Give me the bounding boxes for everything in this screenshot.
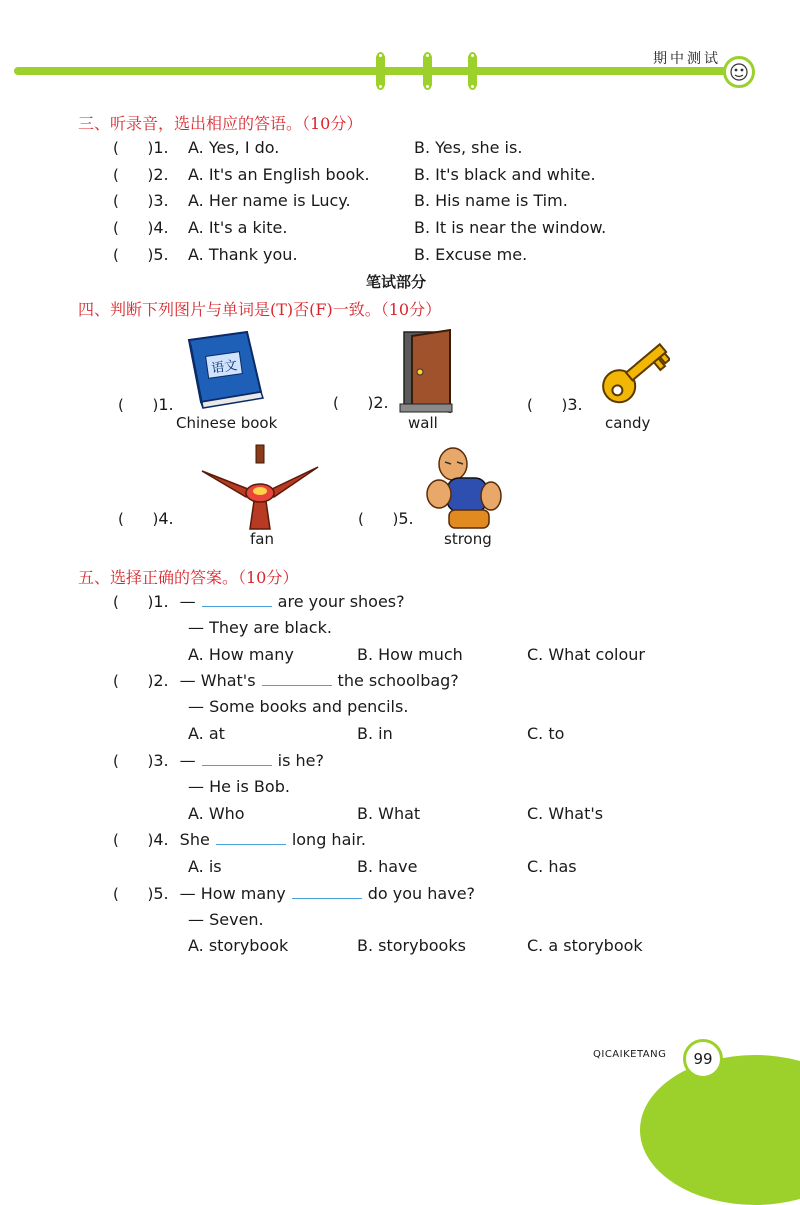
s5-option-c: C. has	[527, 857, 577, 876]
dash: —	[188, 697, 204, 716]
s3-item-4	[113, 218, 169, 237]
dash: —	[188, 777, 204, 796]
item-number: 1.	[153, 592, 169, 611]
answer-bracket[interactable]: ( )	[113, 885, 154, 903]
s5-q3-reply	[188, 777, 290, 796]
s4-item-3	[527, 395, 583, 414]
answer-bracket[interactable]: ( )	[113, 831, 154, 849]
s5-option-b: B. in	[357, 724, 393, 743]
answer-blank[interactable]	[202, 751, 272, 766]
answer-blank[interactable]	[262, 671, 332, 686]
answer-bracket[interactable]: ( )	[118, 510, 159, 528]
s3-option-a: A. Her name is Lucy.	[188, 191, 351, 210]
strong-man-picture	[423, 444, 505, 532]
s3-option-a: A. It's a kite.	[188, 218, 288, 237]
s3-item-1	[113, 138, 169, 157]
chinese-book-picture	[185, 330, 267, 412]
item-number: 4.	[153, 830, 169, 849]
s5-option-c: C. What colour	[527, 645, 646, 664]
s5-option-a: A. Who	[188, 804, 245, 823]
section3-title: 三、听录音，选出相应的答语。（10分）	[78, 114, 363, 133]
word-label: candy	[605, 414, 651, 432]
question-text: are your shoes?	[277, 592, 405, 611]
s3-option-a: A. It's an English book.	[188, 165, 370, 184]
question-text: What's	[200, 671, 256, 690]
s4-item-5	[358, 509, 414, 528]
question-text: How many	[200, 884, 286, 903]
item-number: 1.	[158, 395, 174, 414]
reply-text: Seven.	[209, 910, 264, 929]
item-number: 3.	[567, 395, 583, 414]
s3-option-b: B. It's black and white.	[414, 165, 596, 184]
answer-bracket[interactable]: ( )	[113, 139, 154, 157]
s3-option-b: B. Yes, she is.	[414, 138, 523, 157]
question-text: long hair.	[291, 830, 367, 849]
s5-option-a: A. storybook	[188, 936, 289, 955]
item-number: 5.	[153, 245, 169, 264]
answer-bracket[interactable]: ( )	[113, 752, 154, 770]
s5-q5	[113, 884, 475, 903]
item-number: 4.	[158, 509, 174, 528]
s3-item-5	[113, 245, 169, 264]
s5-option-a: A. How many	[188, 645, 294, 664]
item-number: 3.	[153, 751, 169, 770]
s5-option-b: B. How much	[357, 645, 463, 664]
answer-bracket[interactable]: ( )	[113, 593, 154, 611]
answer-bracket[interactable]: ( )	[113, 672, 154, 690]
written-part-heading: 笔试部分	[366, 273, 427, 291]
dash: —	[179, 671, 196, 690]
word-label: Chinese book	[176, 414, 278, 432]
word-label: fan	[250, 530, 274, 548]
binder-peg	[376, 53, 385, 89]
answer-bracket[interactable]: ( )	[113, 219, 154, 237]
header-title: 期中测试	[653, 51, 721, 67]
door-picture	[398, 328, 460, 414]
dash: —	[179, 751, 196, 770]
item-number: 3.	[153, 191, 169, 210]
s3-option-b: B. His name is Tim.	[414, 191, 568, 210]
answer-blank[interactable]	[202, 592, 272, 607]
mascot-icon	[723, 56, 755, 88]
s3-option-a: A. Yes, I do.	[188, 138, 280, 157]
binder-peg	[423, 53, 432, 89]
answer-bracket[interactable]: ( )	[333, 394, 374, 412]
section4-title: 四、判断下列图片与单词是(T)否(F)一致。（10分）	[78, 300, 442, 319]
s3-item-3	[113, 191, 169, 210]
reply-text: Some books and pencils.	[209, 697, 409, 716]
s5-q2-reply	[188, 697, 408, 716]
answer-bracket[interactable]: ( )	[358, 510, 399, 528]
answer-blank[interactable]	[292, 884, 362, 899]
item-number: 5.	[398, 509, 414, 528]
question-text: the schoolbag?	[337, 671, 459, 690]
s3-item-2	[113, 165, 169, 184]
s3-option-b: B. It is near the window.	[414, 218, 607, 237]
book-cover-text: 语文	[210, 358, 239, 377]
question-text: do you have?	[367, 884, 476, 903]
s4-item-2	[333, 393, 389, 412]
reply-text: He is Bob.	[209, 777, 290, 796]
dash: —	[188, 910, 204, 929]
item-number: 2.	[153, 165, 169, 184]
word-label: strong	[444, 530, 492, 548]
item-number: 2.	[153, 671, 169, 690]
key-picture	[590, 325, 670, 411]
item-number: 2.	[373, 393, 389, 412]
answer-bracket[interactable]: ( )	[118, 396, 159, 414]
item-number: 1.	[153, 138, 169, 157]
answer-bracket[interactable]: ( )	[113, 192, 154, 210]
s5-q1	[113, 592, 405, 611]
reply-text: They are black.	[209, 618, 332, 637]
question-text: is he?	[277, 751, 325, 770]
page-number: 99	[683, 1039, 723, 1079]
s3-option-b: B. Excuse me.	[414, 245, 528, 264]
word-label: wall	[408, 414, 438, 432]
s5-option-c: C. a storybook	[527, 936, 643, 955]
section5-title: 五、选择正确的答案。（10分）	[78, 568, 299, 587]
answer-bracket[interactable]: ( )	[113, 246, 154, 264]
s4-item-4	[118, 509, 174, 528]
s5-q4	[113, 830, 366, 849]
s5-option-c: C. What's	[527, 804, 604, 823]
s5-option-b: B. have	[357, 857, 418, 876]
s5-option-c: C. to	[527, 724, 565, 743]
s5-q3	[113, 751, 324, 770]
answer-blank[interactable]	[216, 830, 286, 845]
question-text: She	[179, 830, 210, 849]
s5-option-a: A. is	[188, 857, 222, 876]
header-bar	[14, 67, 729, 75]
s5-option-b: B. What	[357, 804, 421, 823]
binder-peg	[468, 53, 477, 89]
s5-q2	[113, 671, 459, 690]
dash: —	[179, 592, 196, 611]
dash: —	[179, 884, 196, 903]
item-number: 4.	[153, 218, 169, 237]
ceiling-fan-picture	[198, 443, 322, 531]
s5-option-b: B. storybooks	[357, 936, 466, 955]
s5-q1-reply	[188, 618, 332, 637]
s4-item-1	[118, 395, 174, 414]
brand-text: QICAIKETANG	[593, 1049, 667, 1060]
answer-bracket[interactable]: ( )	[113, 166, 154, 184]
answer-bracket[interactable]: ( )	[527, 396, 568, 414]
item-number: 5.	[153, 884, 169, 903]
footer-decoration	[640, 1055, 800, 1205]
dash: —	[188, 618, 204, 637]
s5-option-a: A. at	[188, 724, 225, 743]
s3-option-a: A. Thank you.	[188, 245, 298, 264]
s5-q5-reply	[188, 910, 264, 929]
